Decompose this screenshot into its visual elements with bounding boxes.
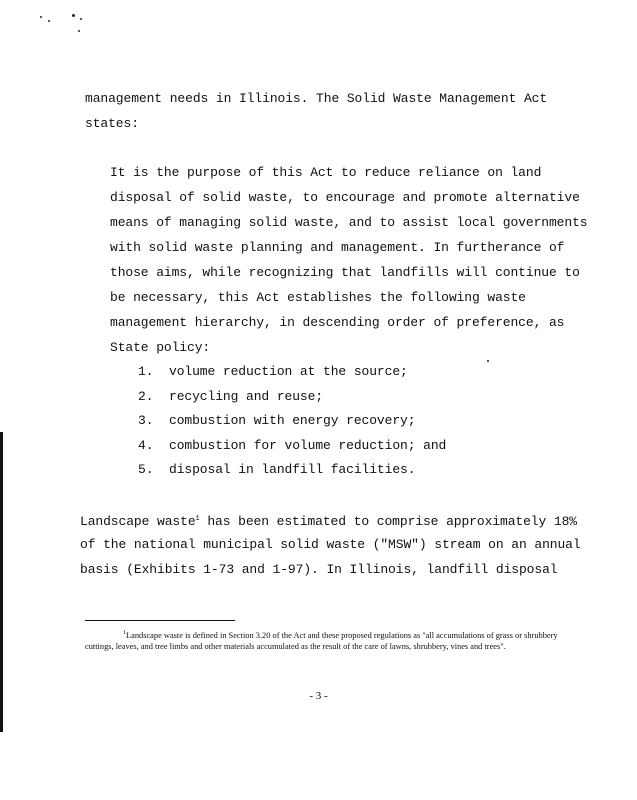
scan-speck — [72, 14, 75, 17]
quote-line: be necessary, this Act establishes the following waste — [110, 290, 526, 305]
intro-line: management needs in Illinois. The Solid Waste Management Act — [85, 91, 548, 106]
footnote-number: 1 — [123, 630, 126, 636]
quote-line: with solid waste planning and management. In furtherance of — [110, 240, 565, 255]
footnote-text: Landscape waste is defined in Section 3.20 of the Act and these proposed regulations as "all accumulations of grass or shrubbery cuttings, leaves, and tree limbs and other materials accumulated as the result of the care of lawns, shrubbery, vines and trees". — [85, 630, 558, 652]
quote-line: management hierarchy, in descending order of preference, as — [110, 315, 565, 330]
quote-line: disposal of solid waste, to encourage and promote alternative — [110, 190, 580, 205]
footnote-ref: 1 — [195, 515, 200, 523]
body-line: basis (Exhibits 1-73 and 1-97). In Illinois, landfill disposal — [80, 562, 558, 577]
body-text: has been estimated to comprise approximately 18% — [199, 514, 578, 529]
quote-line: those aims, while recognizing that landfills will continue to — [110, 265, 580, 280]
quote-line: means of managing solid waste, and to assist local governments — [110, 215, 588, 230]
list-item-number: 1. — [138, 364, 154, 379]
scan-speck — [80, 18, 82, 20]
scan-speck — [78, 30, 80, 32]
list-item-text: disposal in landfill facilities. — [169, 462, 416, 477]
intro-line: states: — [85, 116, 139, 131]
quote-line: State policy: — [110, 340, 211, 355]
list-item-text: volume reduction at the source; — [169, 364, 408, 379]
list-item-number: 2. — [138, 389, 154, 404]
body-line — [80, 507, 577, 534]
list-item-text: combustion with energy recovery; — [169, 413, 416, 428]
body-text: Landscape waste — [80, 514, 196, 529]
list-item-number: 5. — [138, 462, 154, 477]
footnote-divider — [85, 620, 235, 621]
list-item-number: 4. — [138, 438, 154, 453]
scan-margin-bar — [0, 432, 3, 732]
body-line: of the national municipal solid waste ("MSW") stream on an annual — [80, 537, 581, 552]
list-item-text: combustion for volume reduction; and — [169, 438, 447, 453]
quote-line: It is the purpose of this Act to reduce reliance on land — [110, 165, 542, 180]
list-item-number: 3. — [138, 413, 154, 428]
footnote — [85, 628, 585, 653]
scan-speck — [40, 16, 42, 18]
page-number: - 3 - — [309, 690, 328, 702]
scan-speck — [48, 20, 50, 22]
scan-speck — [487, 360, 489, 362]
list-item-text: recycling and reuse; — [169, 389, 324, 404]
